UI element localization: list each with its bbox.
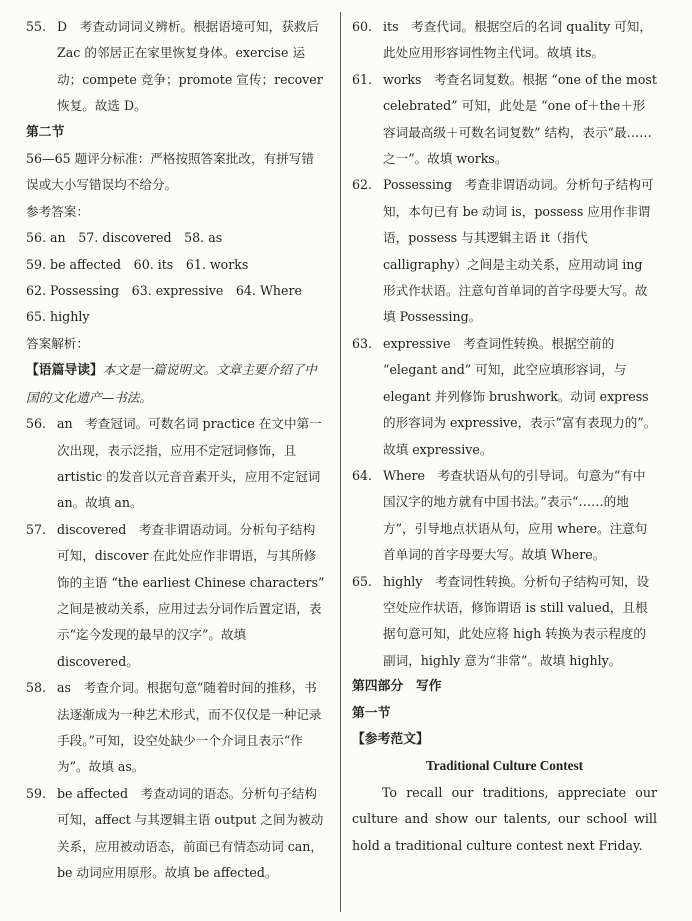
passage-intro <box>26 357 326 411</box>
intro-text: 本文是一篇说明文。文章主要介绍了中国的文化遗产—书法。 <box>26 362 317 405</box>
item-number: 57. <box>26 521 47 537</box>
item-number: 64. <box>352 467 373 483</box>
analysis-label: 答案解析： <box>26 335 89 351</box>
answer-line: 56. an 57. discovered 58. as <box>26 230 223 246</box>
item-explanation: highly 考查词性转换。分析句子结构可知，设空处应作状语，修饰谓语 is still valued，且根据句意可知，此处应将 high 转换为表示程度的副词，highly 意为“非常”。故填 highly。 <box>383 573 650 668</box>
essay-title: Traditional Culture Contest <box>425 758 584 774</box>
item-explanation: Possessing 考查非谓语动词。分析句子结构可知，本句已有 be 动词 is，possess 应用作非谓语，possess 与其逻辑主语 it（指代 calligraphy）之间是主动关系，应用动词 ing 形式作状语。注意句首单词的首字母要大写。故填 Possessing。 <box>383 177 654 325</box>
item-number: 63. <box>352 335 373 351</box>
item-explanation: D 考查动词词义辨析。根据语境可知，获救后 Zac 的邻居正在家里恢复身体。exercise 运动；compete 竞争；promote 宣传；recover 恢复。故选 D。 <box>57 19 323 114</box>
section-heading: 第一节 <box>352 705 391 721</box>
item-explanation: discovered 考查非谓语动词。分析句子结构可知，discover 在此处应作非谓语，与其所修饰的主语 “the earliest Chinese characters” 之间是被动关系，应用过去分词作后置定语，表示“迄今发现的最早的汉字”。故填 discovered。 <box>57 521 325 669</box>
answer-item-62 <box>352 172 657 330</box>
column-divider <box>340 12 341 912</box>
item-explanation: as 考查介词。根据句意“随着时间的推移，书法逐渐成为一种艺术形式，而不仅仅是一种记录手段。”可知，设空处缺少一个介词且表示“作为”。故填 as。 <box>57 680 322 775</box>
sample-essay-label: 【参考范文】 <box>352 731 429 747</box>
item-explanation: be affected 考查动词的语态。分析句子结构可知，affect 与其逻辑主语 output 之间为被动关系，应用被动语态，前面已有情态动词 can，be 动词应用原形。故填 be affected。 <box>57 785 324 880</box>
reference-answer-label: 参考答案： <box>26 203 89 219</box>
item-number: 65. <box>352 573 373 589</box>
right-column <box>352 14 657 859</box>
item-number: 59. <box>26 785 47 801</box>
answer-item-63 <box>352 331 657 463</box>
answer-item-58 <box>26 675 326 781</box>
item-explanation: expressive 考查词性转换。根据空前的 “elegant and” 可知，此空应填形容词，与 elegant 并列修饰 brushwork。动词 express 的形容词为 expressive，表示“富有表现力的”。故填 expressive。 <box>383 335 657 457</box>
item-explanation: works 考查名词复数。根据 “one of the most celebrated” 可知，此处是 “one of＋the＋形容词最高级＋可数名词复数” 结构，表示“最……之一”。故填 works。 <box>383 71 657 167</box>
scoring-criteria: 56—65 题评分标准：严格按照答案批改，有拼写错误或大小写错误均不给分。 <box>26 151 314 193</box>
answer-item-56 <box>26 411 326 517</box>
answer-line: 65. highly <box>26 309 90 325</box>
item-number: 55. <box>26 19 47 34</box>
item-number: 60. <box>352 19 373 34</box>
essay-paragraph: To recall our traditions, appreciate our culture and show our talents, our school will hold a traditional culture contest next Friday. <box>352 784 657 853</box>
answer-item-59 <box>26 781 326 887</box>
part-heading: 第四部分 写作 <box>352 679 442 695</box>
item-explanation: Where 考查状语从句的引导词。句意为“有中国汉字的地方就有中国书法。”表示“……的地方”，引导地点状语从句，应用 where。注意句首单词的首字母要大写。故填 Where。 <box>383 467 648 563</box>
answer-item-57 <box>26 517 326 675</box>
item-number: 61. <box>352 71 373 87</box>
answer-item-61 <box>352 67 657 173</box>
answer-item-55 <box>26 14 326 120</box>
intro-label: 【语篇导读】 <box>26 363 103 379</box>
answer-line: 59. be affected 60. its 61. works <box>26 256 249 272</box>
left-column <box>26 14 326 886</box>
answer-line: 62. Possessing 63. expressive 64. Where <box>26 283 302 299</box>
page-footer-cropped <box>240 913 480 921</box>
answer-item-64 <box>352 463 657 569</box>
item-number: 62. <box>352 177 373 193</box>
item-explanation: its 考查代词。根据空后的名词 quality 可知，此处应用形容词性物主代词。故填 its。 <box>383 19 652 61</box>
section-heading: 第二节 <box>26 124 65 140</box>
answer-item-60 <box>352 14 657 67</box>
item-number: 58. <box>26 680 47 696</box>
item-number: 56. <box>26 416 47 432</box>
item-explanation: an 考查冠词。可数名词 practice 在文中第一次出现，表示泛指，应用不定冠词修饰，且 artistic 的发音以元音音素开头，应用不定冠词 an。故填 an。 <box>57 416 322 511</box>
answer-item-65 <box>352 569 657 675</box>
